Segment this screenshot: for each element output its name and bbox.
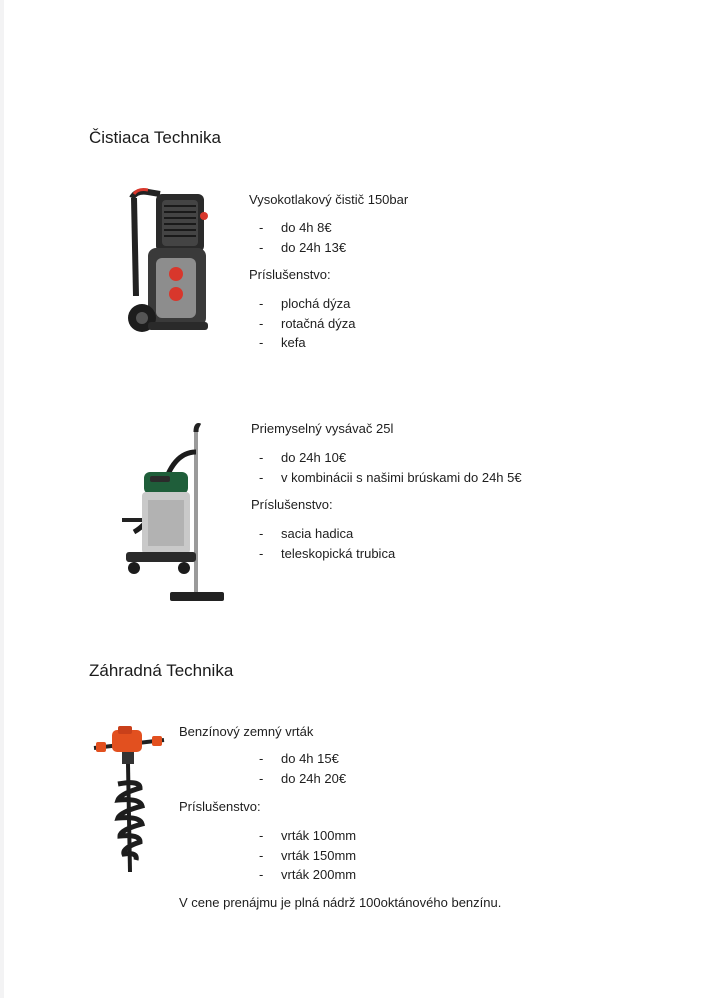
fuel-note: V cene prenájmu je plná nádrž 100oktánového benzínu. [179, 895, 502, 910]
product-name-vacuum: Priemyselný vysávač 25l [251, 421, 394, 436]
accessories-label: Príslušenstvo: [179, 799, 261, 814]
product-name-pressure-washer: Vysokotlakový čistič 150bar [249, 192, 409, 207]
accessories-label: Príslušenstvo: [249, 267, 331, 282]
product-name-auger: Benzínový zemný vrták [179, 724, 314, 739]
pressure-washer-icon [114, 186, 224, 341]
accessories-label: Príslušenstvo: [251, 497, 333, 512]
section-heading-cleaning: Čistiaca Technika [89, 128, 221, 147]
industrial-vacuum-icon [112, 422, 232, 607]
section-heading-garden: Záhradná Technika [89, 661, 234, 680]
petrol-earth-auger-icon [90, 722, 170, 877]
document-page: Čistiaca Technika Vysokotlakový čistič 150bar - do 4h 8€ - do 24h 13€ Príslušenstvo: - plochá dýza - rotačná dýza - kefa Priemyselný vysávač 25l - do 24h 10€ - v kombinácii s našimi brúskami do 24h 5€ Príslušenstvo: - sacia hadica - teleskopická trubica Záhradná Technika Benzínový zemný vrták - do 4h 15€ - do 24h 20€ Príslušenstvo: - vrták 100mm - vrták 150mm - vrták 200mm V cene prenájmu je plná nádrž 100oktánového benzínu. [4, 0, 720, 998]
